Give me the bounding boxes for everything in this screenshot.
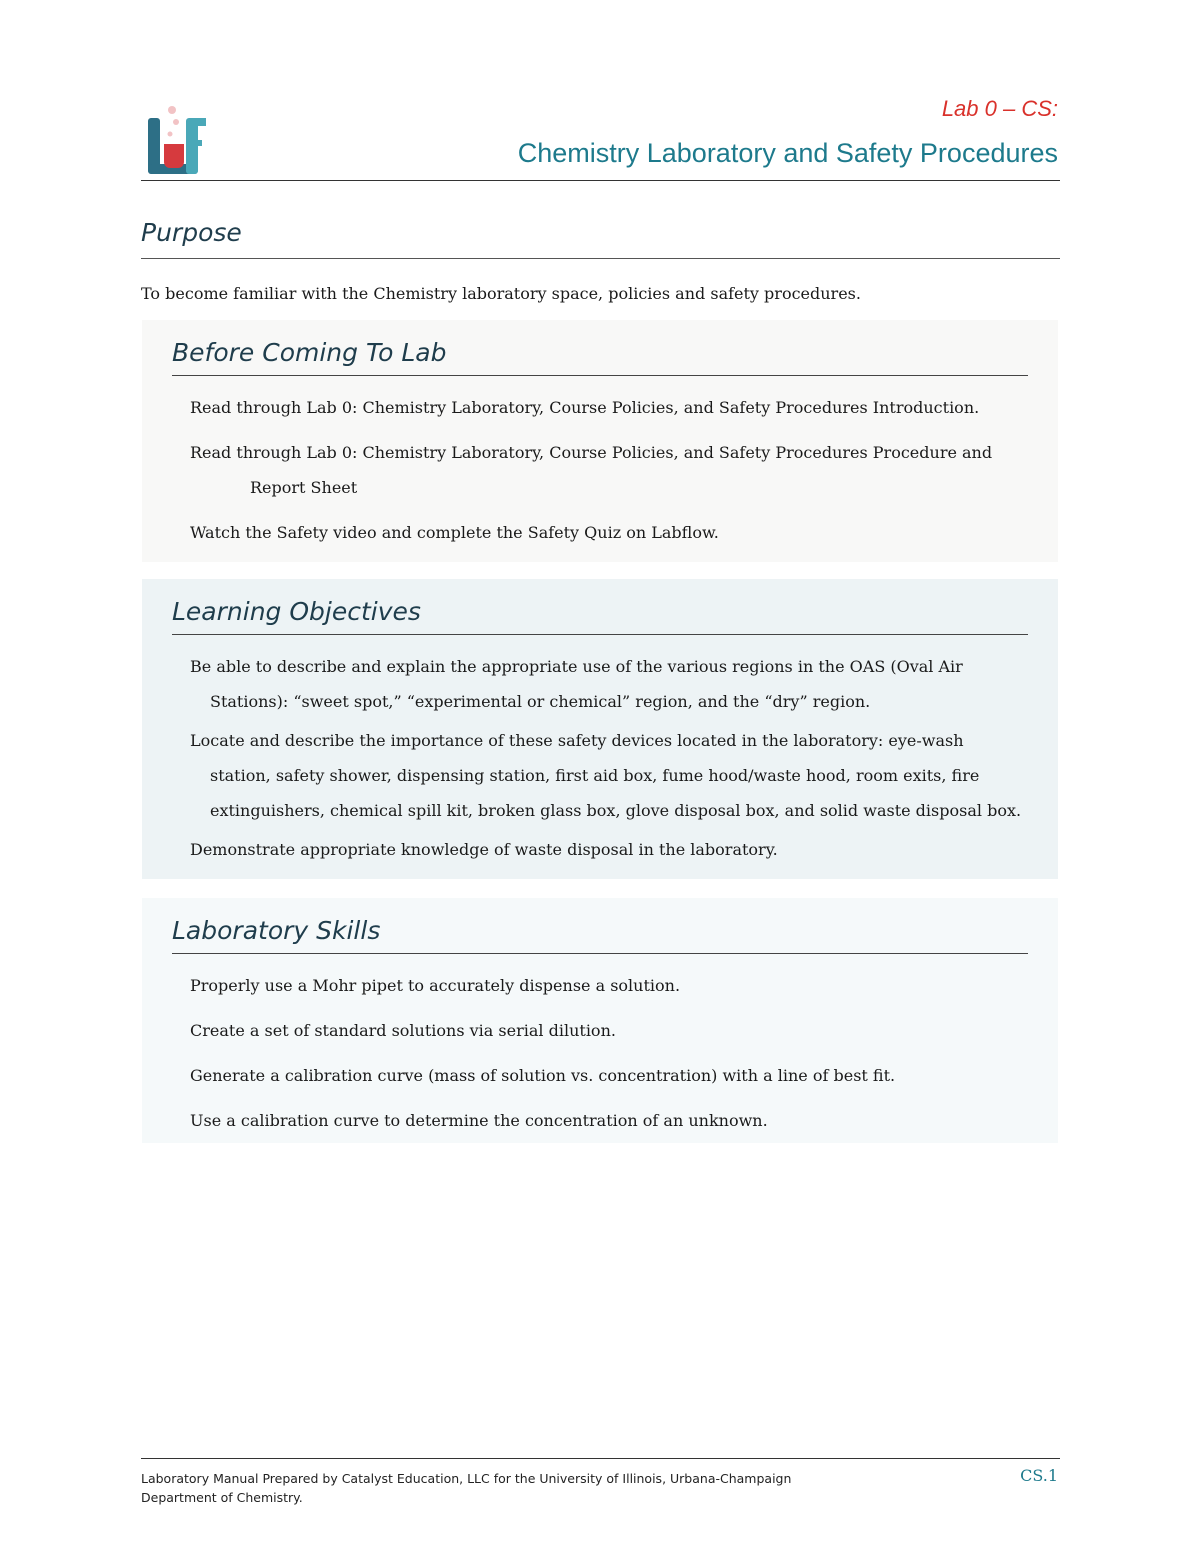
list-item: Demonstrate appropriate knowledge of waste disposal in the laboratory. bbox=[190, 840, 778, 859]
lab-logo-icon bbox=[146, 104, 208, 178]
header-divider bbox=[141, 180, 1060, 181]
page-title: Chemistry Laboratory and Safety Procedures bbox=[517, 138, 1058, 168]
list-item: Create a set of standard solutions via serial dilution. bbox=[190, 1021, 616, 1040]
list-item: Watch the Safety video and complete the Safety Quiz on Labflow. bbox=[190, 523, 719, 542]
lab-number: Lab 0 – CS: bbox=[941, 96, 1058, 121]
list-item: Generate a calibration curve (mass of solution vs. concentration) with a line of best fit. bbox=[190, 1066, 896, 1085]
purpose-text: To become familiar with the Chemistry laboratory space, policies and safety procedures. bbox=[141, 284, 861, 303]
list-item: Locate and describe the importance of these safety devices located in the laboratory: eye-wash station, safety shower, dispensing station, first aid box, fume hood/waste hood, room exits, fire extinguishers, chemical spill kit, broken glass box, glove disposal box, and solid waste disposal box. bbox=[190, 731, 1022, 820]
before-lab-section bbox=[142, 320, 1058, 562]
before-lab-heading: Before Coming To Lab bbox=[172, 338, 1028, 376]
purpose-heading: Purpose bbox=[141, 218, 242, 247]
footer-text: Laboratory Manual Prepared by Catalyst Education, LLC for the University of Illinois, Urbana-Champaign Department of Chemistry. bbox=[141, 1471, 792, 1505]
list-item-text: Read through Lab 0: Chemistry Laboratory, Course Policies, and Safety Procedures Procedure and Report Sheet bbox=[190, 443, 993, 497]
list-item bbox=[172, 435, 1028, 505]
list-item: Properly use a Mohr pipet to accurately dispense a solution. bbox=[190, 976, 681, 995]
learning-objectives-section bbox=[142, 579, 1058, 879]
laboratory-skills-heading: Laboratory Skills bbox=[172, 916, 1028, 954]
page-number: CS.1 bbox=[1020, 1466, 1058, 1485]
purpose-divider bbox=[141, 258, 1060, 259]
footer-divider bbox=[141, 1458, 1060, 1459]
list-item: Read through Lab 0: Chemistry Laboratory, Course Policies, and Safety Procedures Introduction. bbox=[190, 398, 980, 417]
laboratory-skills-section bbox=[142, 898, 1058, 1143]
list-item: Be able to describe and explain the appropriate use of the various regions in the OAS (Oval Air Stations): “sweet spot,” “experimental or chemical” region, and the “dry” region. bbox=[190, 657, 963, 711]
learning-objectives-heading: Learning Objectives bbox=[172, 597, 1028, 635]
list-item: Use a calibration curve to determine the concentration of an unknown. bbox=[190, 1111, 768, 1130]
